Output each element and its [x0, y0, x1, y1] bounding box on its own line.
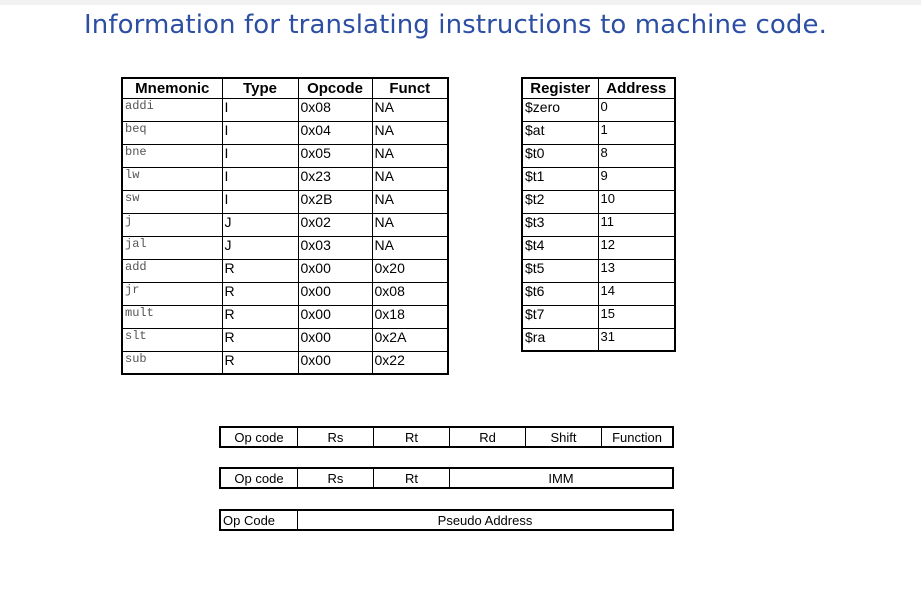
- funct-cell: NA: [372, 167, 448, 190]
- j-format-opcode: Op Code: [221, 511, 298, 529]
- register-name-cell: $t4: [522, 236, 598, 259]
- instruction-row: [122, 328, 448, 351]
- register-address-cell: 14: [598, 282, 675, 305]
- opcode-cell: 0x08: [298, 98, 372, 121]
- register-address-cell: 31: [598, 328, 675, 351]
- mnemonic-cell: add: [122, 259, 222, 282]
- register-table-header: [522, 78, 675, 98]
- funct-cell: 0x08: [372, 282, 448, 305]
- mnemonic-cell: sw: [122, 190, 222, 213]
- register-table: [521, 77, 676, 352]
- funct-cell: NA: [372, 144, 448, 167]
- mnemonic-cell: bne: [122, 144, 222, 167]
- register-row: [522, 167, 675, 190]
- register-row: [522, 98, 675, 121]
- header-address: Address: [598, 78, 675, 98]
- i-format-imm: IMM: [548, 470, 574, 486]
- r-format-rd: Rd: [450, 428, 526, 446]
- register-address-cell: 13: [598, 259, 675, 282]
- register-name-cell: $t1: [522, 167, 598, 190]
- i-type-format: [219, 467, 674, 489]
- opcode-cell: 0x00: [298, 282, 372, 305]
- register-row: [522, 190, 675, 213]
- r-type-format: [219, 426, 674, 448]
- type-cell: J: [222, 213, 298, 236]
- top-border: [0, 0, 921, 5]
- mnemonic-cell: lw: [122, 167, 222, 190]
- mnemonic-cell: slt: [122, 328, 222, 351]
- register-row: [522, 121, 675, 144]
- r-format-shift: Shift: [526, 428, 602, 446]
- instruction-row: [122, 121, 448, 144]
- instruction-row: [122, 351, 448, 374]
- register-address-cell: 11: [598, 213, 675, 236]
- mnemonic-cell: addi: [122, 98, 222, 121]
- funct-cell: 0x18: [372, 305, 448, 328]
- r-format-rs: Rs: [298, 428, 374, 446]
- i-format-rt: Rt: [374, 469, 450, 487]
- instruction-row: [122, 213, 448, 236]
- mnemonic-cell: beq: [122, 121, 222, 144]
- register-name-cell: $t0: [522, 144, 598, 167]
- register-row: [522, 328, 675, 351]
- funct-cell: 0x20: [372, 259, 448, 282]
- register-name-cell: $at: [522, 121, 598, 144]
- instruction-row: [122, 190, 448, 213]
- instruction-row: [122, 167, 448, 190]
- j-type-format: [219, 509, 674, 531]
- register-address-cell: 10: [598, 190, 675, 213]
- register-name-cell: $t2: [522, 190, 598, 213]
- opcode-cell: 0x2B: [298, 190, 372, 213]
- register-address-cell: 12: [598, 236, 675, 259]
- funct-cell: NA: [372, 213, 448, 236]
- opcode-cell: 0x02: [298, 213, 372, 236]
- type-cell: I: [222, 98, 298, 121]
- instruction-row: [122, 305, 448, 328]
- register-name-cell: $t3: [522, 213, 598, 236]
- type-cell: R: [222, 305, 298, 328]
- register-row: [522, 259, 675, 282]
- register-row: [522, 213, 675, 236]
- opcode-cell: 0x00: [298, 259, 372, 282]
- instruction-row: [122, 144, 448, 167]
- r-format-opcode: Op code: [221, 428, 298, 446]
- funct-cell: 0x2A: [372, 328, 448, 351]
- funct-cell: NA: [372, 190, 448, 213]
- register-name-cell: $zero: [522, 98, 598, 121]
- header-type: Type: [222, 78, 298, 98]
- type-cell: I: [222, 144, 298, 167]
- register-row: [522, 305, 675, 328]
- opcode-cell: 0x00: [298, 305, 372, 328]
- header-funct: Funct: [372, 78, 448, 98]
- r-format-rt: Rt: [374, 428, 450, 446]
- mnemonic-cell: sub: [122, 351, 222, 374]
- instruction-row: [122, 236, 448, 259]
- opcode-cell: 0x05: [298, 144, 372, 167]
- mnemonic-cell: jal: [122, 236, 222, 259]
- register-row: [522, 144, 675, 167]
- mnemonic-cell: jr: [122, 282, 222, 305]
- page-title: Information for translating instructions to machine code.: [84, 10, 827, 40]
- j-format-pseudo-address: Pseudo Address: [437, 512, 533, 528]
- opcode-cell: 0x00: [298, 351, 372, 374]
- opcode-cell: 0x23: [298, 167, 372, 190]
- type-cell: R: [222, 328, 298, 351]
- register-address-cell: 8: [598, 144, 675, 167]
- mnemonic-cell: j: [122, 213, 222, 236]
- r-format-function: Function: [612, 429, 662, 445]
- type-cell: R: [222, 351, 298, 374]
- header-mnemonic: Mnemonic: [122, 78, 222, 98]
- opcode-cell: 0x00: [298, 328, 372, 351]
- register-address-cell: 0: [598, 98, 675, 121]
- opcode-cell: 0x04: [298, 121, 372, 144]
- register-address-cell: 15: [598, 305, 675, 328]
- type-cell: R: [222, 259, 298, 282]
- register-address-cell: 9: [598, 167, 675, 190]
- instruction-row: [122, 98, 448, 121]
- register-name-cell: $t6: [522, 282, 598, 305]
- opcode-cell: 0x03: [298, 236, 372, 259]
- funct-cell: NA: [372, 121, 448, 144]
- funct-cell: NA: [372, 98, 448, 121]
- instruction-table: [121, 77, 449, 375]
- i-format-opcode: Op code: [221, 469, 298, 487]
- register-name-cell: $t7: [522, 305, 598, 328]
- funct-cell: NA: [372, 236, 448, 259]
- funct-cell: 0x22: [372, 351, 448, 374]
- type-cell: I: [222, 121, 298, 144]
- register-row: [522, 282, 675, 305]
- instruction-row: [122, 259, 448, 282]
- register-name-cell: $ra: [522, 328, 598, 351]
- type-cell: I: [222, 190, 298, 213]
- type-cell: J: [222, 236, 298, 259]
- instruction-row: [122, 282, 448, 305]
- register-row: [522, 236, 675, 259]
- type-cell: R: [222, 282, 298, 305]
- header-register: Register: [522, 78, 598, 98]
- instruction-table-header: [122, 78, 448, 98]
- header-opcode: Opcode: [298, 78, 372, 98]
- register-address-cell: 1: [598, 121, 675, 144]
- i-format-rs: Rs: [298, 469, 374, 487]
- mnemonic-cell: mult: [122, 305, 222, 328]
- register-name-cell: $t5: [522, 259, 598, 282]
- type-cell: I: [222, 167, 298, 190]
